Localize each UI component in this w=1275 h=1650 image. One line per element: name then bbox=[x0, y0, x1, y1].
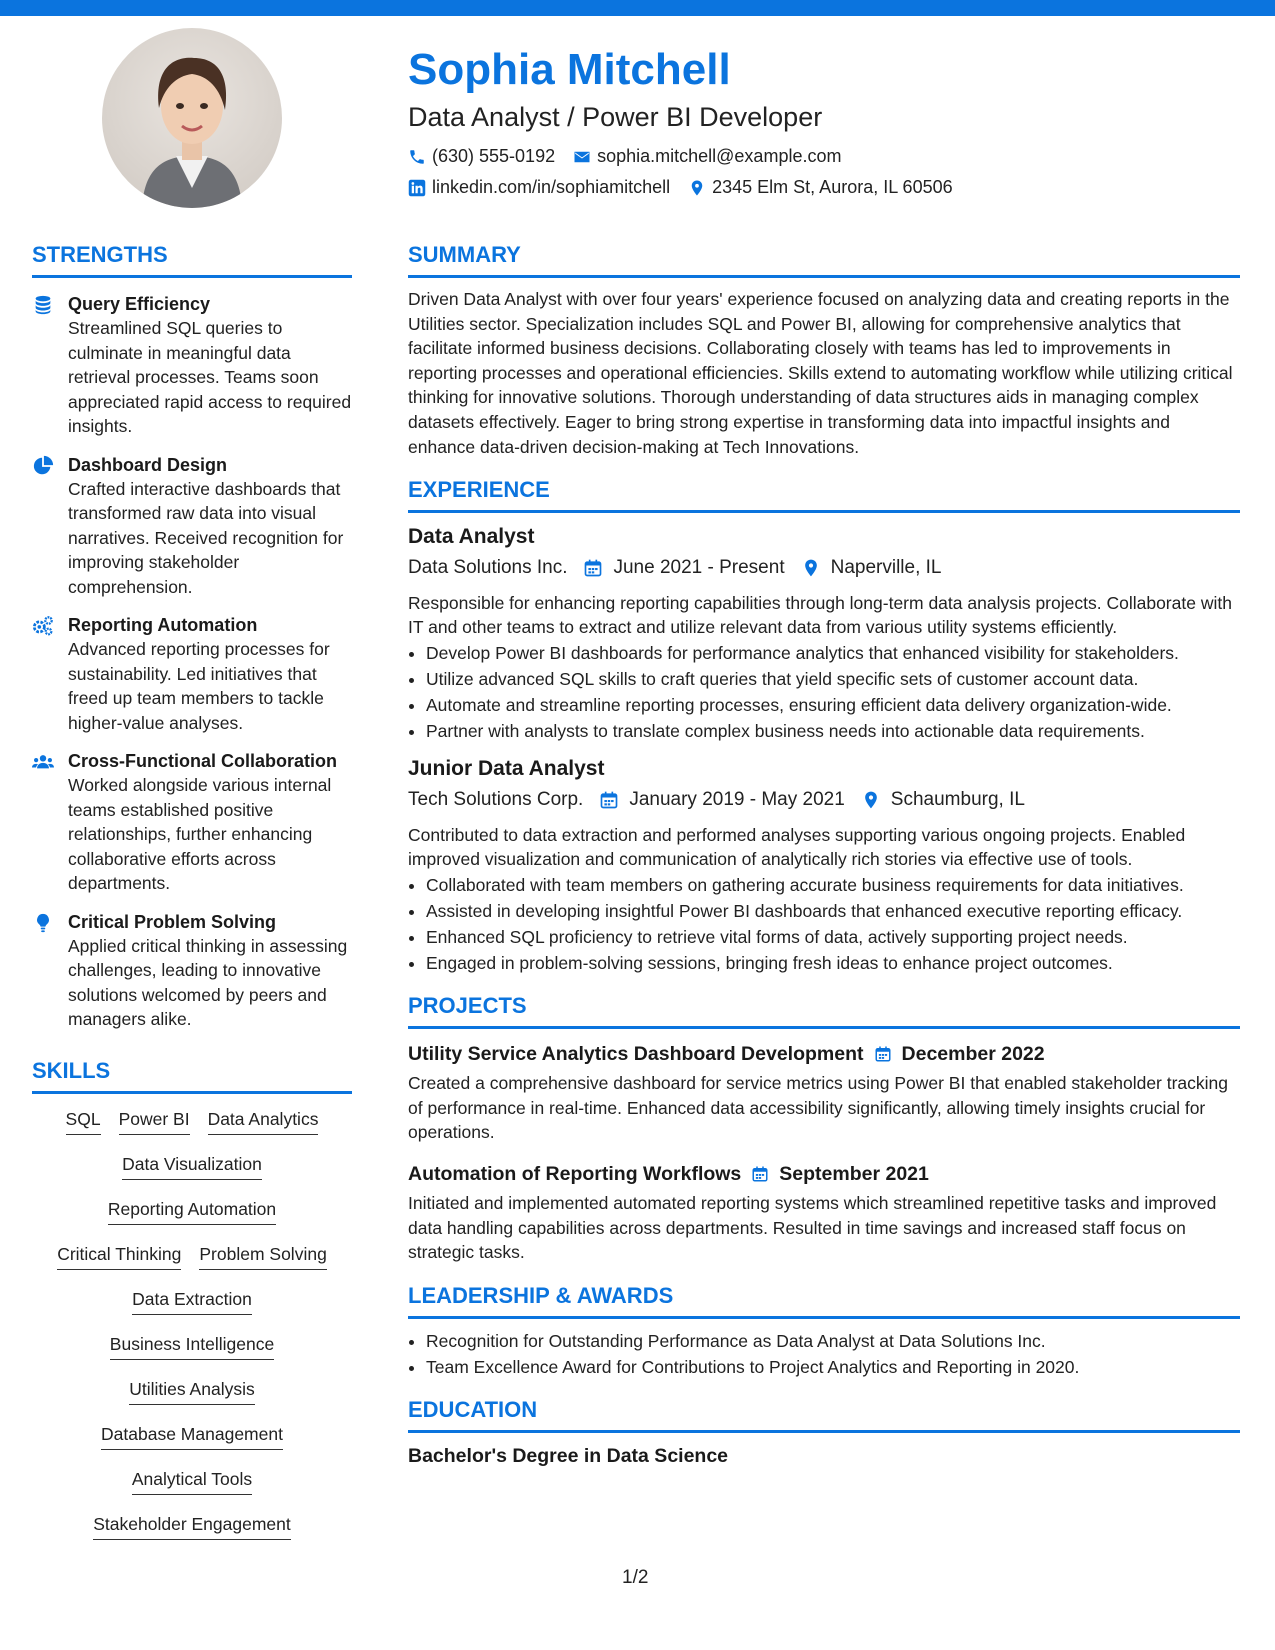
project-title-row bbox=[408, 1161, 1240, 1187]
job-bullets bbox=[408, 873, 1240, 975]
strength-item bbox=[32, 749, 352, 896]
job-title: Junior Data Analyst bbox=[408, 757, 605, 781]
users-icon bbox=[32, 751, 54, 773]
projects-heading: PROJECTS bbox=[408, 991, 1240, 1029]
job-meta bbox=[408, 787, 1240, 813]
job-description: Responsible for enhancing reporting capabilities through long-term data analysis projects. Collaborate with IT and other teams to extract and utilize relevant data from various utility systems efficiently. bbox=[408, 593, 1232, 638]
project-title: Automation of Reporting Workflows bbox=[408, 1162, 742, 1185]
job-title: Data Analyst bbox=[408, 525, 535, 549]
education-degree: Bachelor's Degree in Data Science bbox=[408, 1444, 729, 1467]
project-title: Utility Service Analytics Dashboard Development bbox=[408, 1043, 864, 1066]
job-entry bbox=[408, 523, 1240, 743]
list-item: • Enhanced SQL proficiency to retrieve vital forms of data, actively supporting project needs. bbox=[426, 925, 1240, 949]
skill-tag: Power BI bbox=[119, 1108, 190, 1135]
strength-title: Reporting Automation bbox=[68, 615, 258, 635]
job-company: Tech Solutions Corp. bbox=[408, 789, 584, 811]
education-heading: EDUCATION bbox=[408, 1395, 1240, 1433]
strength-title: Query Efficiency bbox=[68, 294, 211, 314]
contact-row-1 bbox=[408, 146, 1238, 167]
awards-list bbox=[408, 1329, 1240, 1379]
contact-phone bbox=[408, 146, 555, 167]
list-item: • Recognition for Outstanding Performance as Data Analyst at Data Solutions Inc. bbox=[426, 1329, 1240, 1353]
skill-tag: Business Intelligence bbox=[110, 1333, 274, 1360]
project-title-row bbox=[408, 1041, 1240, 1067]
linkedin-text[interactable]: linkedin.com/in/sophiamitchell bbox=[432, 177, 671, 197]
job-bullets bbox=[408, 641, 1240, 743]
project-entry bbox=[408, 1161, 1240, 1265]
strength-item bbox=[32, 910, 352, 1032]
strength-text: Applied critical thinking in assessing challenges, leading to innovative solutions welcomed by peers and managers alike. bbox=[68, 935, 348, 1029]
database-icon bbox=[32, 294, 54, 316]
skill-tag: Problem Solving bbox=[199, 1243, 326, 1270]
skills-heading: SKILLS bbox=[32, 1056, 352, 1094]
lightbulb-icon bbox=[32, 912, 54, 934]
strength-title: Dashboard Design bbox=[68, 454, 228, 475]
strength-item bbox=[32, 453, 352, 600]
left-column bbox=[32, 240, 352, 1540]
skill-tag: SQL bbox=[66, 1108, 101, 1135]
skill-tag: Utilities Analysis bbox=[129, 1378, 254, 1405]
email-text[interactable]: sophia.mitchell@example.com bbox=[597, 146, 842, 166]
page-number: 1/2 bbox=[622, 1567, 649, 1588]
strength-text: Crafted interactive dashboards that transformed raw data into visual narratives. Received recognition for improving stakeholder comprehension. bbox=[68, 478, 344, 597]
contact-linkedin bbox=[408, 177, 670, 198]
project-date: September 2021 bbox=[779, 1162, 929, 1185]
linkedin-icon bbox=[408, 179, 426, 197]
skill-tag: Analytical Tools bbox=[132, 1468, 252, 1495]
list-item: • Utilize advanced SQL skills to craft queries that yield specific sets of customer account data. bbox=[426, 667, 1240, 691]
list-item: • Automate and streamline reporting processes, ensuring efficient data delivery organization-wide. bbox=[426, 693, 1240, 717]
gears-icon bbox=[32, 615, 54, 637]
contact-email bbox=[573, 146, 841, 167]
strength-text: Worked alongside various internal teams established positive relationships, further enhancing collaborative efforts across departments. bbox=[68, 775, 332, 893]
awards-heading: LEADERSHIP & AWARDS bbox=[408, 1281, 1240, 1319]
calendar-icon bbox=[599, 790, 619, 810]
list-item: • Develop Power BI dashboards for performance analytics that enhanced visibility for stakeholders. bbox=[426, 641, 1240, 665]
skills-list bbox=[32, 1108, 352, 1540]
project-description: Created a comprehensive dashboard for service metrics using Power BI that enabled stakeholder tracking of performance in real-time. Enhanced data accessibility significantly, allowing timely insights crucial for operations. bbox=[408, 1073, 1229, 1143]
phone-text[interactable]: (630) 555-0192 bbox=[432, 146, 556, 166]
strength-title: Cross-Functional Collaboration bbox=[68, 751, 338, 771]
skill-tag: Data Analytics bbox=[208, 1108, 319, 1135]
profile-photo bbox=[102, 28, 282, 208]
map-pin-icon bbox=[801, 558, 821, 578]
calendar-icon bbox=[751, 1165, 769, 1183]
skill-tag: Stakeholder Engagement bbox=[93, 1513, 291, 1540]
top-accent-bar bbox=[0, 0, 1275, 16]
skill-tag: Reporting Automation bbox=[108, 1198, 276, 1225]
address-text: 2345 Elm St, Aurora, IL 60506 bbox=[712, 177, 953, 197]
strength-item bbox=[32, 613, 352, 735]
job-company: Data Solutions Inc. bbox=[408, 557, 568, 579]
experience-heading: EXPERIENCE bbox=[408, 475, 1240, 513]
job-dates: January 2019 - May 2021 bbox=[629, 789, 845, 811]
envelope-icon bbox=[573, 148, 591, 166]
right-column bbox=[408, 240, 1240, 1469]
job-location: Schaumburg, IL bbox=[890, 789, 1025, 811]
job-meta bbox=[408, 555, 1240, 581]
phone-icon bbox=[408, 148, 426, 166]
pie-chart-icon bbox=[32, 455, 54, 477]
strengths-heading: STRENGTHS bbox=[32, 240, 352, 278]
map-pin-icon bbox=[688, 179, 706, 197]
resume-header bbox=[408, 40, 1238, 198]
skill-tag: Data Visualization bbox=[122, 1153, 262, 1180]
list-item: • Engaged in problem-solving sessions, bringing fresh ideas to enhance project outcomes. bbox=[426, 951, 1240, 975]
skill-tag: Database Management bbox=[101, 1423, 283, 1450]
list-item: • Team Excellence Award for Contributions to Project Analytics and Reporting in 2020. bbox=[426, 1355, 1240, 1379]
strength-title: Critical Problem Solving bbox=[68, 911, 277, 932]
contact-row-2 bbox=[408, 177, 1238, 198]
skill-tag: Data Extraction bbox=[132, 1288, 252, 1315]
project-description: Initiated and implemented automated reporting systems which streamlined repetitive tasks and improved data handling capabilities across departments. Resulted in time savings and increased staff focus on strategic tasks. bbox=[408, 1192, 1217, 1263]
candidate-name: Sophia Mitchell bbox=[408, 45, 731, 94]
list-item: • Partner with analysts to translate complex business needs into actionable data requirements. bbox=[426, 719, 1240, 743]
project-date: December 2022 bbox=[901, 1043, 1045, 1066]
strength-text: Streamlined SQL queries to culminate in meaningful data retrieval processes. Teams soon appreciated rapid access to required insights. bbox=[68, 318, 352, 436]
project-entry bbox=[408, 1041, 1240, 1145]
contact-address bbox=[688, 177, 953, 198]
job-entry bbox=[408, 755, 1240, 975]
job-dates: June 2021 - Present bbox=[613, 557, 785, 579]
summary-text: Driven Data Analyst with over four years' experience focused on analyzing data and creating reports in the Utilities sector. Specialization includes SQL and Power BI, allowing for comprehensive analytics that facilitate informed business decisions. Collaborating closely with teams has led to improvements in reporting processes and operational efficiencies. Skills extend to automating workflow while utilizing critical thinking for innovative solutions. Thorough understanding of data structures aids in managing complex datasets effectively. Eager to bring strong expertise in transforming data into impactful insights and enhance data-driven decision-making at Tech Innovations. bbox=[408, 289, 1233, 457]
skill-tag: Critical Thinking bbox=[57, 1243, 181, 1270]
candidate-title: Data Analyst / Power BI Developer bbox=[408, 102, 823, 132]
calendar-icon bbox=[583, 558, 603, 578]
strength-item bbox=[32, 292, 352, 439]
strength-text: Advanced reporting processes for sustainability. Led initiatives that freed up team members to tackle higher-value analyses. bbox=[68, 639, 330, 733]
job-location: Naperville, IL bbox=[830, 557, 942, 579]
summary-heading: SUMMARY bbox=[408, 240, 1240, 278]
map-pin-icon bbox=[861, 790, 881, 810]
calendar-icon bbox=[874, 1045, 892, 1063]
list-item: • Assisted in developing insightful Power BI dashboards that enhanced executive reporting efficacy. bbox=[426, 899, 1240, 923]
list-item: • Collaborated with team members on gathering accurate business requirements for data initiatives. bbox=[426, 873, 1240, 897]
job-description: Contributed to data extraction and performed analyses supporting various ongoing projects. Enabled improved visualization and communication of analytically rich stories via effective use of tools. bbox=[408, 825, 1186, 870]
